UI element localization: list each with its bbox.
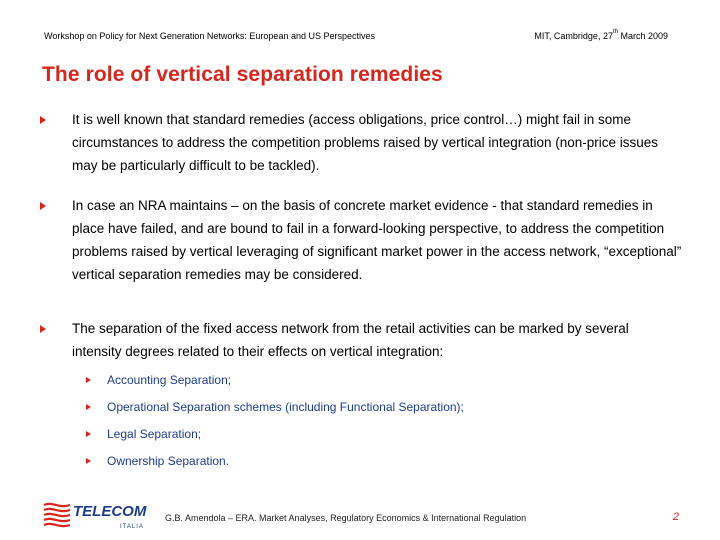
header-date-suffix: th — [612, 29, 618, 35]
sub-bullet-arrow-icon — [86, 404, 91, 410]
logo-wave-stripe — [44, 514, 70, 516]
telecom-italia-logo — [42, 499, 154, 531]
sub-bullet-arrow-icon — [86, 458, 91, 464]
sub-bullet-text: Legal Separation; — [107, 427, 202, 441]
bullet-arrow-icon — [40, 325, 46, 333]
sub-bullet-item — [107, 427, 201, 441]
logo-wave-stripe — [44, 524, 70, 526]
footer-description: Market Analyses, Regulatory Economics & International Regulation — [256, 513, 527, 523]
footer-credit — [165, 513, 526, 523]
sub-bullet-text: Operational Separation schemes (including Functional Separation); — [107, 400, 464, 414]
sub-bullet-item — [107, 454, 229, 468]
footer-author: G.B. Amendola – ERA. — [165, 513, 257, 523]
sub-bullet-text: Ownership Separation. — [107, 454, 230, 468]
header-event-title: Workshop on Policy for Next Generation Networks: European and US Perspectives — [44, 31, 375, 41]
header-location-date — [534, 31, 668, 41]
slide-title: The role of vertical separation remedies — [42, 63, 443, 86]
logo-wave-stripe — [44, 509, 70, 511]
sub-bullet-arrow-icon — [86, 377, 91, 383]
logo-wave-stripe — [44, 504, 70, 506]
sub-bullet-item — [107, 400, 464, 414]
bullet-item — [72, 317, 682, 363]
logo-wave-stripe — [44, 519, 70, 521]
bullet-text: In case an NRA maintains – on the basis of concrete market evidence - that standard remedies in place have failed, and are bound to fail in a forward-looking perspective, to address the competition problems raised by vertical leveraging of significant market power in the access network, “exceptional” vertical separation remedies may be considered. — [72, 198, 682, 282]
bullet-arrow-icon — [40, 202, 46, 210]
bullet-text: The separation of the fixed access network from the retail activities can be marked by several intensity degrees related to their effects on vertical integration: — [72, 321, 629, 359]
bullet-arrow-icon — [40, 116, 46, 124]
header-location-date-suffix: March 2009 — [617, 31, 668, 41]
logo-subtext: ITALIA — [120, 524, 144, 530]
bullet-item — [72, 108, 682, 177]
sub-bullet-text: Accounting Separation; — [107, 373, 232, 387]
sub-bullet-item — [107, 373, 231, 387]
bullet-text: It is well known that standard remedies (access obligations, price control…) might fail in some circumstances to address the competition problems raised by vertical integration (non-price issues may be particularly difficult to be tackled). — [72, 112, 659, 173]
header-location-date-prefix: MIT, Cambridge, 27 — [534, 31, 613, 41]
page-number: 2 — [672, 511, 679, 523]
bullet-item — [72, 194, 682, 286]
telecom-italia-logo-icon — [42, 499, 154, 531]
sub-bullet-arrow-icon — [86, 431, 91, 437]
logo-wordmark: TELECOM — [73, 503, 147, 520]
